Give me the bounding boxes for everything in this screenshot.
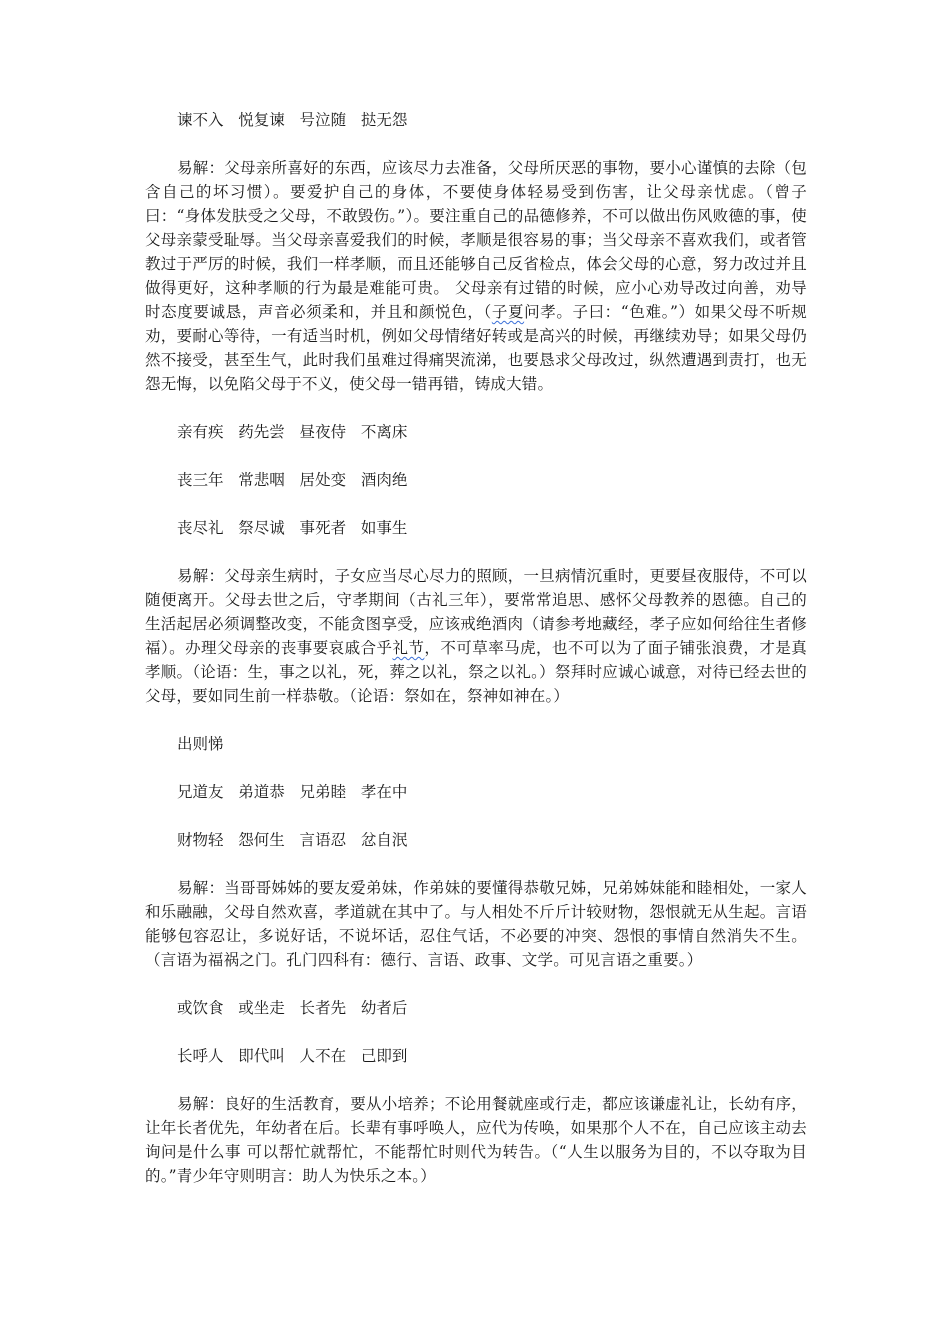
- verse-line: 丧尽礼 祭尽诚 事死者 如事生: [177, 519, 408, 537]
- paragraph-text: 易解：当哥哥姊姊的要友爱弟妹，作弟妹的要懂得恭敬兄姊，兄弟姊妹能和睦相处，一家人和乐融融，父母自然欢喜，孝道就在其中了。与人相处不斤斤计较财物，怨恨就无从生起。言语能够包容忍让，多说好话，不说坏话，忍住气话，不必要的冲突、怨恨的事情自然消失不生。（言语为福祸之门。孔门四科有：德行、言语、政事、文学。可见言语之重要。）: [145, 879, 807, 969]
- paragraph-text: 问孝。子曰：“色难。”）如果父母不听规劝，要耐心等待，一有适当时机，例如父母情绪好转或是高兴的时候，再继续劝导；如果父母仍然不接受，甚至生气，此时我们虽难过得痛哭流涕，也要恳求父母改过，纵然遭遇到责打，也无怨无悔，以免陷父母于不义，使父母一错再错，铸成大错。: [145, 303, 808, 393]
- explanation-paragraph: [145, 1092, 807, 1188]
- explanation-paragraph: [145, 156, 807, 396]
- verse-line: 财物轻 怨何生 言语忍 忿自泯: [177, 831, 408, 849]
- verse-line: 丧三年 常悲咽 居处变 酒肉绝: [177, 471, 408, 489]
- paragraph-text: 易解：父母亲所喜好的东西，应该尽力去准备，父母所厌恶的事物，要小心谨慎的去除（包含自己的坏习惯）。要爱护自己的身体，不要使身体轻易受到伤害，让父母亲忧虑。（曾子曰：“身体发肤受之父母，不敢毁伤。”）。要注重自己的品德修养，不可以做出伤风败德的事，使父母亲蒙受耻辱。当父母亲喜爱我们的时候，孝顺是很容易的事；当父母亲不喜欢我们，或者管教过于严厉的时候，我们一样孝顺，而且还能够自己反省检点，体会父母的心意，努力改过并且做得更好，这种孝顺的行为最是难能可贵。 父母亲有过错的时候，应小心劝导改过向善，劝导时态度要诚恳，声音必须柔和，并且和颜悦色，（: [145, 159, 807, 321]
- section-heading: 出则悌: [177, 735, 224, 753]
- verse-line: 亲有疾 药先尝 昼夜侍 不离床: [177, 423, 408, 441]
- verse-line: 长呼人 即代叫 人不在 己即到: [177, 1047, 408, 1065]
- document-page: [145, 108, 807, 1212]
- verse-line: 兄道友 弟道恭 兄弟睦 孝在中: [177, 783, 408, 801]
- paragraph-text: 易解：父母亲生病时，子女应当尽心尽力的照顾，一旦病情沉重时，更要昼夜服侍，不可以随便离开。父母去世之后，守孝期间（古礼三年），要常常追思、感怀父母教养的恩德。自己的生活起居必须调整改变，不能贪图享受，应该戒绝酒肉（请参考地藏经，孝子应如何给往生者修福）。办理父母亲的丧事要哀戚合乎: [145, 567, 807, 657]
- verse-line: 或饮食 或坐走 长者先 幼者后: [177, 999, 408, 1017]
- explanation-paragraph: [145, 876, 807, 972]
- verse-line: 谏不入 悦复谏 号泣随 挞无怨: [177, 111, 408, 129]
- spellcheck-marked-text: 礼节: [392, 639, 425, 657]
- paragraph-text: ，不可草率马虎，也不可以为了面子铺张浪费，才是真孝顺。（论语：生，事之以礼，死，葬之以礼，祭之以礼。）祭拜时应诚心诚意，对待已经去世的父母，要如同生前一样恭敬。（论语：祭如在，祭神如神在。）: [145, 639, 807, 705]
- paragraph-text: 易解：良好的生活教育，要从小培养；不论用餐就座或行走，都应该谦虚礼让，长幼有序，让年长者优先，年幼者在后。长辈有事呼唤人，应代为传唤，如果那个人不在，自己应该主动去询问是什么事 可以帮忙就帮忙，不能帮忙时则代为转告。（“人生以服务为目的，不以夺取为目的。”青少年守则明言：助人为快乐之本。）: [145, 1095, 807, 1185]
- spellcheck-marked-text: 子夏: [491, 303, 525, 321]
- explanation-paragraph: [145, 564, 807, 708]
